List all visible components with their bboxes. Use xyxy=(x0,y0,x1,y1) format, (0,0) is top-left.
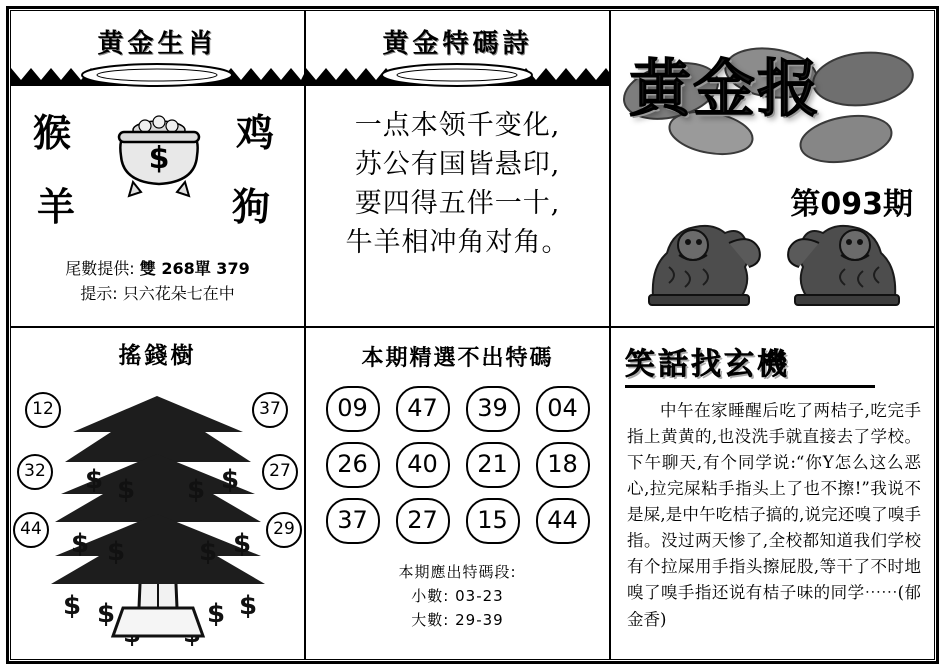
pick-ball: 37 xyxy=(326,498,380,544)
picks-footer xyxy=(306,560,609,632)
pick-ball: 44 xyxy=(536,498,590,544)
zodiac-panel xyxy=(11,11,304,326)
tree-number-right-2: 27 xyxy=(262,454,298,490)
zodiac-animal-grid xyxy=(11,94,304,254)
divider-horizontal-left xyxy=(11,326,609,328)
picks-small-range xyxy=(306,584,609,608)
poem-line-3: 要四得五伴一十, xyxy=(354,188,561,220)
joke-panel xyxy=(611,329,935,659)
poem-lines xyxy=(306,106,609,263)
poem-line-2: 苏公有国皆悬印, xyxy=(354,149,561,181)
poem-line-4: 牛羊相冲角对角。 xyxy=(345,227,570,259)
hint-label: 提示: xyxy=(80,284,118,303)
joke-body-text: 中午在家睡醒后吃了两桔子,吃完手指上黄黄的,也没洗手就直接去了学校。下午聊天,有个同学说:“你Y怎么这么恶心,拉完屎粘手指头上了也不擦!”我说不是屎,是中午吃桔子搞的,说完还嗅了嗅手指。没过两天惨了,全校都知道我们学校有个拉屎用手指头擦屁股,等干了不时地嗅了嗅手指还说有桔子味的同学⋯⋯(郁金香) xyxy=(627,401,921,629)
money-tree-icon xyxy=(11,370,304,659)
picks-number-grid xyxy=(318,386,598,544)
picks-panel xyxy=(306,329,609,659)
money-tree-panel xyxy=(11,329,304,659)
pick-ball: 27 xyxy=(396,498,450,544)
picks-title: 本期精選不出特碼 xyxy=(361,346,554,371)
lion-statue-icon-right xyxy=(771,197,921,321)
zodiac-animal-2: 鸡 xyxy=(235,111,274,155)
zodiac-animal-4: 狗 xyxy=(231,185,270,229)
svg-text:$: $ xyxy=(187,475,206,505)
zigzag-ornament-2 xyxy=(306,62,609,90)
pick-ball: 26 xyxy=(326,442,380,488)
hint-value: 只六花朵七在中 xyxy=(122,284,235,303)
poem-title: 黄金特碼詩 xyxy=(382,29,533,59)
picks-big-range xyxy=(306,608,609,632)
issue-number: 第093期 xyxy=(790,187,913,222)
tree-number-left-1: 12 xyxy=(25,392,61,428)
zodiac-animal-1: 猴 xyxy=(33,111,72,155)
joke-title: 笑話找玄機 xyxy=(625,347,790,382)
svg-text:$: $ xyxy=(233,529,252,559)
money-tree-area xyxy=(11,370,304,659)
pick-ball: 21 xyxy=(466,442,520,488)
svg-text:$: $ xyxy=(239,591,258,621)
pick-ball: 47 xyxy=(396,386,450,432)
picks-big-value: 29-39 xyxy=(455,611,504,629)
picks-small-label: 小數: xyxy=(411,587,450,605)
svg-text:$: $ xyxy=(97,599,116,629)
masthead-title: 黄金报 xyxy=(629,52,822,125)
pick-ball: 09 xyxy=(326,386,380,432)
svg-text:$: $ xyxy=(107,537,126,567)
svg-text:$: $ xyxy=(85,465,104,495)
pick-ball: 18 xyxy=(536,442,590,488)
joke-title-underline xyxy=(625,385,875,388)
lion-statue-icon-left xyxy=(633,197,773,321)
divider-horizontal-right xyxy=(609,326,935,328)
svg-text:$: $ xyxy=(71,529,90,559)
poem-line-1: 一点本领千变化, xyxy=(354,110,561,141)
tree-number-right-1: 37 xyxy=(252,392,288,428)
svg-text:$: $ xyxy=(148,141,170,176)
picks-small-value: 03-23 xyxy=(455,587,504,605)
tree-number-left-3: 44 xyxy=(13,512,49,548)
masthead-panel xyxy=(611,11,935,326)
pick-ball: 40 xyxy=(396,442,450,488)
pick-ball: 15 xyxy=(466,498,520,544)
zodiac-title: 黄金生肖 xyxy=(97,29,218,59)
svg-text:$: $ xyxy=(199,537,218,567)
svg-text:$: $ xyxy=(117,475,136,505)
zodiac-animal-3: 羊 xyxy=(37,185,76,229)
tail-label: 尾數提供: xyxy=(65,259,135,278)
tree-number-left-2: 32 xyxy=(17,454,53,490)
money-tree-title: 搖錢樹 xyxy=(118,343,197,369)
zigzag-ornament xyxy=(11,62,304,90)
money-pot-icon xyxy=(109,100,209,210)
tail-number-line xyxy=(11,256,304,279)
pick-ball: 04 xyxy=(536,386,590,432)
picks-footer-title: 本期應出特碼段: xyxy=(398,563,517,581)
svg-text:$: $ xyxy=(207,599,226,629)
tree-number-right-3: 29 xyxy=(266,512,302,548)
tail-value: 雙 268單 379 xyxy=(139,259,250,278)
pick-ball: 39 xyxy=(466,386,520,432)
picks-big-label: 大數: xyxy=(411,611,450,629)
poem-panel xyxy=(306,11,609,326)
svg-text:$: $ xyxy=(221,465,240,495)
svg-text:$: $ xyxy=(63,591,82,621)
hint-line xyxy=(11,281,304,304)
